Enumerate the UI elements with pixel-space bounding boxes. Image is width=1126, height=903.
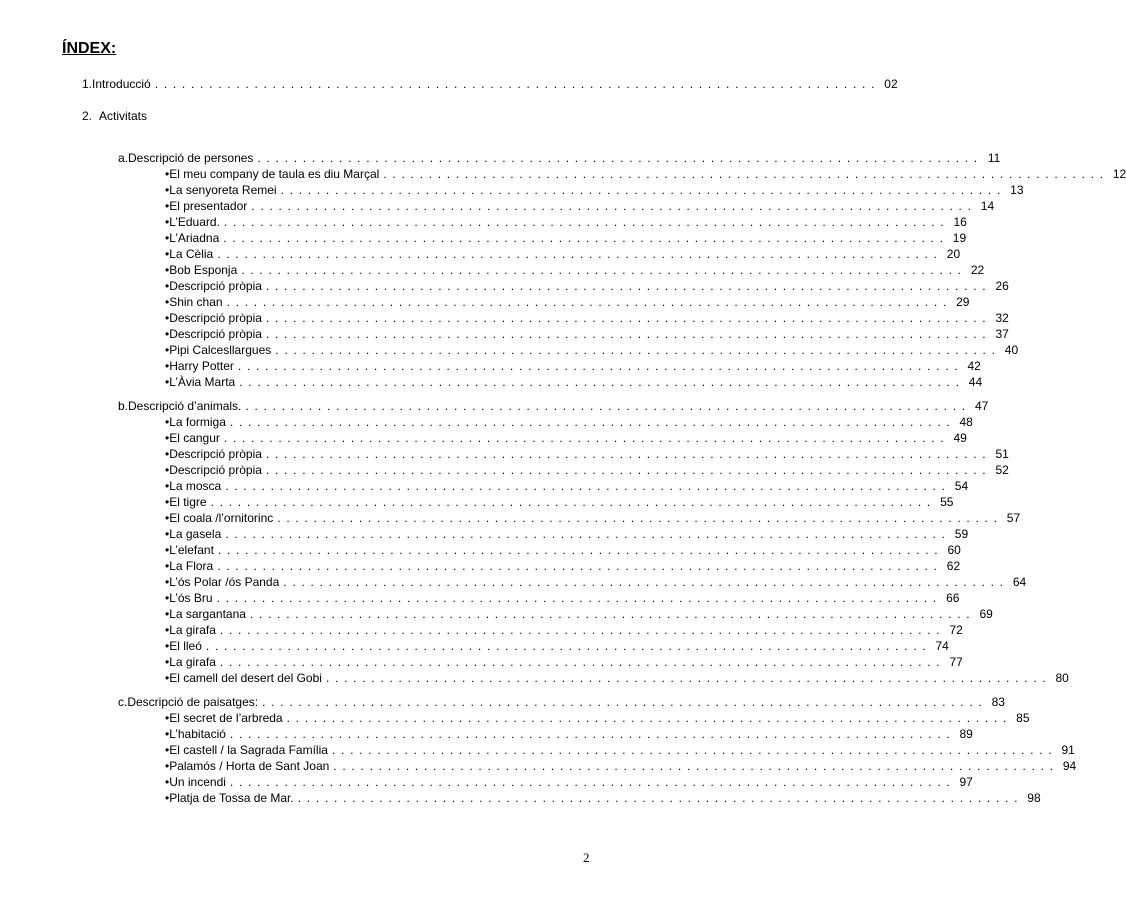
item-page: 66 xyxy=(946,591,960,605)
item-label: La girafa xyxy=(169,623,216,637)
item-label: L’Àvia Marta xyxy=(169,375,236,389)
item-page: 80 xyxy=(1055,671,1069,685)
toc-item xyxy=(165,774,973,790)
leader-dots: . . . . . . . . . . . . . . . . . . . . . . . . . . . . . . . . . . . . . . . . . . . . . . . . . . . . . . . . . . . . . . . . . . . . . . . . . . . . . . . . xyxy=(257,151,979,165)
item-page: 12 xyxy=(1112,167,1126,181)
item-page: 98 xyxy=(1027,791,1041,805)
leader-dots: . . . . . . . . . . . . . . . . . . . . . . . . . . . . . . . . . . . . . . . . . . . . . . . . . . . . . . . . . . . . . . . . . . . . . . . . . . . . . . . . xyxy=(210,495,932,509)
item-page: 52 xyxy=(995,463,1009,477)
item-label: La Cèlia xyxy=(169,247,214,261)
toc-item xyxy=(165,726,973,742)
bullet-icon: • xyxy=(165,655,170,669)
index-title: ÍNDEX: xyxy=(62,40,117,57)
leader-dots: . . . . . . . . . . . . . . . . . . . . . . . . . . . . . . . . . . . . . . . . . . . . . . . . . . . . . . . . . . . . . . . . . . . . . . . . . . . . . . . . xyxy=(265,327,987,341)
leader-dots: . . . . . . . . . . . . . . . . . . . . . . . . . . . . . . . . . . . . . . . . . . . . . . . . . . . . . . . . . . . . . . . . . . . . . . . . . . . . . . . . xyxy=(265,279,987,293)
toc-item xyxy=(165,182,1024,198)
toc-item xyxy=(165,446,1009,462)
item-label: Descripció pròpia xyxy=(169,447,262,461)
leader-dots: . . . . . . . . . . . . . . . . . . . . . . . . . . . . . . . . . . . . . . . . . . . . . . . . . . . . . . . . . . . . . . . . . . . . . . . . . . . . . . . . xyxy=(223,431,945,445)
item-label: El lleó xyxy=(169,639,202,653)
bullet-icon: • xyxy=(165,591,170,605)
item-page: 49 xyxy=(953,431,967,445)
bullet-icon: • xyxy=(165,183,170,197)
item-label: Pipi Calcesllargues xyxy=(169,343,272,357)
toc-item xyxy=(165,654,963,670)
bullet-icon: • xyxy=(165,311,170,325)
bullet-icon: • xyxy=(165,775,170,789)
bullet-icon: • xyxy=(165,791,170,805)
item-label: Descripció pròpia xyxy=(169,311,262,325)
item-label: El castell / la Sagrada Família xyxy=(169,743,328,757)
leader-dots: . . . . . . . . . . . . . . . . . . . . . . . . . . . . . . . . . . . . . . . . . . . . . . . . . . . . . . . . . . . . . . . . . . . . . . . . . . . . . . . . xyxy=(239,375,961,389)
leader-dots: . . . . . . . . . . . . . . . . . . . . . . . . . . . . . . . . . . . . . . . . . . . . . . . . . . . . . . . . . . . . . . . . . . . . . . . . . . . . . . . . xyxy=(262,695,983,709)
leader-dots: . . . . . . . . . . . . . . . . . . . . . . . . . . . . . . . . . . . . . . . . . . . . . . . . . . . . . . . . . . . . . . . . . . . . . . . . . . . . . . . . xyxy=(237,359,959,373)
leader-dots: . . . . . . . . . . . . . . . . . . . . . . . . . . . . . . . . . . . . . . . . . . . . . . . . . . . . . . . . . . . . . . . . . . . . . . . . . . . . . . . . xyxy=(249,607,971,621)
item-label: Palamós / Horta de Sant Joan xyxy=(169,759,330,773)
item-label: Un incendi xyxy=(169,775,226,789)
bullet-icon: • xyxy=(165,463,170,477)
item-label: Harry Potter xyxy=(169,359,234,373)
item-label: El presentador xyxy=(169,199,248,213)
item-label: Platja de Tossa de Mar. xyxy=(169,791,294,805)
toc-item xyxy=(165,342,1019,358)
toc-item xyxy=(165,430,967,446)
leader-dots: . . . . . . . . . . . . . . . . . . . . . . . . . . . . . . . . . . . . . . . . . . . . . . . . . . . . . . . . . . . . . . . . . . . . . . . . . . . . . . . . xyxy=(241,263,963,277)
bullet-icon: • xyxy=(165,527,170,541)
item-page: 54 xyxy=(954,479,969,493)
item-page: 19 xyxy=(952,231,967,245)
leader-dots: . . . . . . . . . . . . . . . . . . . . . . . . . . . . . . . . . . . . . . . . . . . . . . . . . . . . . . . . . . . . . . . . . . . . . . . . . . . . . . . . xyxy=(154,77,876,91)
item-label: L’habitació xyxy=(169,727,226,741)
section-page: 02 xyxy=(884,77,898,91)
toc-item xyxy=(165,622,963,638)
bullet-icon: • xyxy=(165,727,170,741)
subsection-page: 11 xyxy=(987,151,1001,165)
toc-item xyxy=(165,710,1030,726)
item-label: Descripció pròpia xyxy=(169,279,262,293)
item-label: Descripció pròpia xyxy=(169,327,262,341)
bullet-icon: • xyxy=(165,375,170,389)
leader-dots: . . . . . . . . . . . . . . . . . . . . . . . . . . . . . . . . . . . . . . . . . . . . . . . . . . . . . . . . . . . . . . . . . . . . . . . . . . . . . . . . xyxy=(216,591,938,605)
item-page: 69 xyxy=(979,607,993,621)
item-label: La Flora xyxy=(169,559,214,573)
bullet-icon: • xyxy=(165,623,170,637)
item-label: L’elefant xyxy=(169,543,214,557)
bullet-icon: • xyxy=(165,263,170,277)
bullet-icon: • xyxy=(165,671,170,685)
item-page: 20 xyxy=(946,247,961,261)
toc-subsection xyxy=(118,694,1005,710)
item-page: 51 xyxy=(995,447,1009,461)
leader-dots: . . . . . . . . . . . . . . . . . . . . . . . . . . . . . . . . . . . . . . . . . . . . . . . . . . . . . . . . . . . . . . . . . . . . . . . . . . . . . . . . xyxy=(217,247,939,261)
leader-dots: . . . . . . . . . . . . . . . . . . . . . . . . . . . . . . . . . . . . . . . . . . . . . . . . . . . . . . . . . . . . . . . . . . . . . . . . . . . . . . . . xyxy=(265,311,987,325)
subsection-page: 47 xyxy=(974,399,989,413)
toc-item xyxy=(165,358,981,374)
leader-dots: . . . . . . . . . . . . . . . . . . . . . . . . . . . . . . . . . . . . . . . . . . . . . . . . . . . . . . . . . . . . . . . . . . . . . . . . . . . . . . . . xyxy=(225,527,947,541)
bullet-icon: • xyxy=(165,231,170,245)
leader-dots: . . . . . . . . . . . . . . . . . . . . . . . . . . . . . . . . . . . . . . . . . . . . . . . . . . . . . . . . . . . . . . . . . . . . . . . . . . . . . . . . xyxy=(217,559,939,573)
leader-dots: . . . . . . . . . . . . . . . . . . . . . . . . . . . . . . . . . . . . . . . . . . . . . . . . . . . . . . . . . . . . . . . . . . . . . . . . . . . . . . . . xyxy=(223,215,945,229)
item-label: L’Ariadna xyxy=(169,231,220,245)
item-page: 59 xyxy=(954,527,969,541)
item-page: 97 xyxy=(959,775,973,789)
toc-item xyxy=(165,790,1041,806)
toc-item xyxy=(165,494,954,510)
bullet-icon: • xyxy=(165,279,170,293)
toc-item xyxy=(165,526,969,542)
item-page: 64 xyxy=(1012,575,1027,589)
section-number: 2. xyxy=(82,109,93,123)
bullet-icon: • xyxy=(165,431,170,445)
toc-item xyxy=(165,758,1077,774)
toc-item xyxy=(165,214,967,230)
bullet-icon: • xyxy=(165,575,170,589)
leader-dots: . . . . . . . . . . . . . . . . . . . . . . . . . . . . . . . . . . . . . . . . . . . . . . . . . . . . . . . . . . . . . . . . . . . . . . . . . . . . . . . . xyxy=(219,623,941,637)
item-page: 26 xyxy=(995,279,1009,293)
toc-section xyxy=(82,76,898,92)
leader-dots: . . . . . . . . . . . . . . . . . . . . . . . . . . . . . . . . . . . . . . . . . . . . . . . . . . . . . . . . . . . . . . . . . . . . . . . . . . . . . . . . xyxy=(229,775,951,789)
subsection-page: 83 xyxy=(991,695,1005,709)
leader-dots: . . . . . . . . . . . . . . . . . . . . . . . . . . . . . . . . . . . . . . . . . . . . . . . . . . . . . . . . . . . . . . . . . . . . . . . . . . . . . . . . xyxy=(217,543,939,557)
item-page: 85 xyxy=(1016,711,1030,725)
leader-dots: . . . . . . . . . . . . . . . . . . . . . . . . . . . . . . . . . . . . . . . . . . . . . . . . . . . . . . . . . . . . . . . . . . . . . . . . . . . . . . . . xyxy=(265,447,987,461)
leader-dots: . . . . . . . . . . . . . . . . . . . . . . . . . . . . . . . . . . . . . . . . . . . . . . . . . . . . . . . . . . . . . . . . . . . . . . . . . . . . . . . . xyxy=(297,791,1019,805)
bullet-icon: • xyxy=(165,711,170,725)
bullet-icon: • xyxy=(165,639,170,653)
bullet-icon: • xyxy=(165,559,170,573)
leader-dots: . . . . . . . . . . . . . . . . . . . . . . . . . . . . . . . . . . . . . . . . . . . . . . . . . . . . . . . . . . . . . . . . . . . . . . . . . . . . . . . . xyxy=(251,199,973,213)
item-page: 40 xyxy=(1004,343,1019,357)
toc-item xyxy=(165,478,969,494)
toc-item xyxy=(165,230,967,246)
leader-dots: . . . . . . . . . . . . . . . . . . . . . . . . . . . . . . . . . . . . . . . . . . . . . . . . . . . . . . . . . . . . . . . . . . . . . . . . . . . . . . . . xyxy=(280,183,1002,197)
item-label: L’ós Polar /ós Panda xyxy=(169,575,280,589)
item-page: 13 xyxy=(1010,183,1024,197)
item-page: 55 xyxy=(940,495,954,509)
bullet-icon: • xyxy=(165,199,170,213)
item-label: El tigre xyxy=(169,495,207,509)
leader-dots: . . . . . . . . . . . . . . . . . . . . . . . . . . . . . . . . . . . . . . . . . . . . . . . . . . . . . . . . . . . . . . . . . . . . . . . . . . . . . . . . xyxy=(229,727,951,741)
bullet-icon: • xyxy=(165,167,170,181)
toc-item xyxy=(165,374,983,390)
item-page: 94 xyxy=(1062,759,1077,773)
leader-dots: . . . . . . . . . . . . . . . . . . . . . . . . . . . . . . . . . . . . . . . . . . . . . . . . . . . . . . . . . . . . . . . . . . . . . . . . . . . . . . . . xyxy=(331,743,1053,757)
item-page: 44 xyxy=(968,375,983,389)
bullet-icon: • xyxy=(165,743,170,757)
item-label: La gasela xyxy=(169,527,222,541)
leader-dots: . . . . . . . . . . . . . . . . . . . . . . . . . . . . . . . . . . . . . . . . . . . . . . . . . . . . . . . . . . . . . . . . . . . . . . . . . . . . . . . . xyxy=(245,399,967,413)
subsection-letter: b. xyxy=(118,399,129,413)
item-page: 62 xyxy=(946,559,961,573)
section-label: Activitats xyxy=(99,109,148,123)
toc-item xyxy=(165,246,961,262)
section-label: Introducció xyxy=(92,77,151,91)
item-label: Descripció pròpia xyxy=(169,463,262,477)
leader-dots: . . . . . . . . . . . . . . . . . . . . . . . . . . . . . . . . . . . . . . . . . . . . . . . . . . . . . . . . . . . . . . . . . . . . . . . . . . . . . . . . xyxy=(229,415,951,429)
leader-dots: . . . . . . . . . . . . . . . . . . . . . . . . . . . . . . . . . . . . . . . . . . . . . . . . . . . . . . . . . . . . . . . . . . . . . . . . . . . . . . . . xyxy=(286,711,1008,725)
leader-dots: . . . . . . . . . . . . . . . . . . . . . . . . . . . . . . . . . . . . . . . . . . . . . . . . . . . . . . . . . . . . . . . . . . . . . . . . . . . . . . . . xyxy=(205,639,927,653)
bullet-icon: • xyxy=(165,511,170,525)
toc-item xyxy=(165,558,961,574)
item-label: El camell del desert del Gobi xyxy=(169,671,322,685)
item-label: Shin chan xyxy=(169,295,223,309)
bullet-icon: • xyxy=(165,479,170,493)
leader-dots: . . . . . . . . . . . . . . . . . . . . . . . . . . . . . . . . . . . . . . . . . . . . . . . . . . . . . . . . . . . . . . . . . . . . . . . . . . . . . . . . xyxy=(223,231,945,245)
item-page: 29 xyxy=(956,295,970,309)
section-number: 1. xyxy=(82,77,93,91)
toc-item xyxy=(165,294,970,310)
bullet-icon: • xyxy=(165,607,170,621)
item-label: La senyoreta Remei xyxy=(169,183,277,197)
toc-subsection xyxy=(118,398,989,414)
toc-item xyxy=(165,742,1075,758)
bullet-icon: • xyxy=(165,415,170,429)
toc-item xyxy=(165,278,1009,294)
item-page: 77 xyxy=(949,655,963,669)
toc-item xyxy=(165,510,1021,526)
leader-dots: . . . . . . . . . . . . . . . . . . . . . . . . . . . . . . . . . . . . . . . . . . . . . . . . . . . . . . . . . . . . . . . . . . . . . . . . . . . . . . . . xyxy=(383,167,1105,181)
bullet-icon: • xyxy=(165,447,170,461)
subsection-label: Descripció de persones xyxy=(128,151,254,165)
bullet-icon: • xyxy=(165,759,170,773)
toc-item xyxy=(165,262,985,278)
item-page: 57 xyxy=(1006,511,1021,525)
leader-dots: . . . . . . . . . . . . . . . . . . . . . . . . . . . . . . . . . . . . . . . . . . . . . . . . . . . . . . . . . . . . . . . . . . . . . . . . . . . . . . . . xyxy=(275,343,997,357)
item-page: 74 xyxy=(935,639,949,653)
bullet-icon: • xyxy=(165,495,170,509)
bullet-icon: • xyxy=(165,327,170,341)
toc-item xyxy=(165,606,993,622)
item-page: 16 xyxy=(953,215,967,229)
item-label: La sargantana xyxy=(169,607,246,621)
item-page: 37 xyxy=(995,327,1009,341)
item-page: 42 xyxy=(967,359,981,373)
bullet-icon: • xyxy=(165,215,170,229)
subsection-label: Descripció d’animals. xyxy=(128,399,242,413)
toc-item xyxy=(165,638,949,654)
toc-subsection xyxy=(118,150,1001,166)
bullet-icon: • xyxy=(165,247,170,261)
toc-section xyxy=(82,108,582,124)
leader-dots: . . . . . . . . . . . . . . . . . . . . . . . . . . . . . . . . . . . . . . . . . . . . . . . . . . . . . . . . . . . . . . . . . . . . . . . . . . . . . . . . xyxy=(283,575,1005,589)
item-page: 32 xyxy=(995,311,1009,325)
bullet-icon: • xyxy=(165,343,170,357)
toc-item xyxy=(165,198,995,214)
toc-item xyxy=(165,542,961,558)
item-page: 89 xyxy=(959,727,973,741)
item-label: La girafa xyxy=(169,655,216,669)
item-label: La mosca xyxy=(169,479,222,493)
item-label: El secret de l’arbreda xyxy=(169,711,283,725)
leader-dots: . . . . . . . . . . . . . . . . . . . . . . . . . . . . . . . . . . . . . . . . . . . . . . . . . . . . . . . . . . . . . . . . . . . . . . . . . . . . . . . . xyxy=(277,511,999,525)
item-page: 60 xyxy=(947,543,961,557)
leader-dots: . . . . . . . . . . . . . . . . . . . . . . . . . . . . . . . . . . . . . . . . . . . . . . . . . . . . . . . . . . . . . . . . . . . . . . . . . . . . . . . . xyxy=(265,463,987,477)
page-number: 2 xyxy=(583,850,590,865)
subsection-label: Descripció de paisatges: xyxy=(127,695,259,709)
item-page: 22 xyxy=(970,263,985,277)
toc-item xyxy=(165,166,1126,182)
item-label: Bob Esponja xyxy=(169,263,238,277)
item-label: La formiga xyxy=(169,415,226,429)
leader-dots: . . . . . . . . . . . . . . . . . . . . . . . . . . . . . . . . . . . . . . . . . . . . . . . . . . . . . . . . . . . . . . . . . . . . . . . . . . . . . . . . xyxy=(325,671,1047,685)
leader-dots: . . . . . . . . . . . . . . . . . . . . . . . . . . . . . . . . . . . . . . . . . . . . . . . . . . . . . . . . . . . . . . . . . . . . . . . . . . . . . . . . xyxy=(225,479,947,493)
leader-dots: . . . . . . . . . . . . . . . . . . . . . . . . . . . . . . . . . . . . . . . . . . . . . . . . . . . . . . . . . . . . . . . . . . . . . . . . . . . . . . . . xyxy=(333,759,1055,773)
item-page: 48 xyxy=(959,415,973,429)
leader-dots: . . . . . . . . . . . . . . . . . . . . . . . . . . . . . . . . . . . . . . . . . . . . . . . . . . . . . . . . . . . . . . . . . . . . . . . . . . . . . . . . xyxy=(219,655,941,669)
item-page: 91 xyxy=(1061,743,1075,757)
bullet-icon: • xyxy=(165,295,170,309)
toc-item xyxy=(165,326,1009,342)
item-label: L’ós Bru xyxy=(169,591,213,605)
item-label: L’Eduard. xyxy=(169,215,220,229)
bullet-icon: • xyxy=(165,543,170,557)
toc-item xyxy=(165,414,973,430)
toc-item xyxy=(165,590,960,606)
bullet-icon: • xyxy=(165,359,170,373)
item-page: 72 xyxy=(949,623,963,637)
item-page: 14 xyxy=(980,199,995,213)
subsection-letter: a. xyxy=(118,151,129,165)
toc-item xyxy=(165,574,1027,590)
item-label: El coala /l’ornitorinc xyxy=(169,511,274,525)
leader-dots: . . . . . . . . . . . . . . . . . . . . . . . . . . . . . . . . . . . . . . . . . . . . . . . . . . . . . . . . . . . . . . . . . . . . . . . . . . . . . . . . xyxy=(226,295,948,309)
item-label: El cangur xyxy=(169,431,220,445)
toc-item xyxy=(165,670,1069,686)
subsection-letter: c. xyxy=(118,695,128,709)
toc-item xyxy=(165,462,1009,478)
toc-item xyxy=(165,310,1009,326)
item-label: El meu company de taula es diu Marçal xyxy=(169,167,380,181)
